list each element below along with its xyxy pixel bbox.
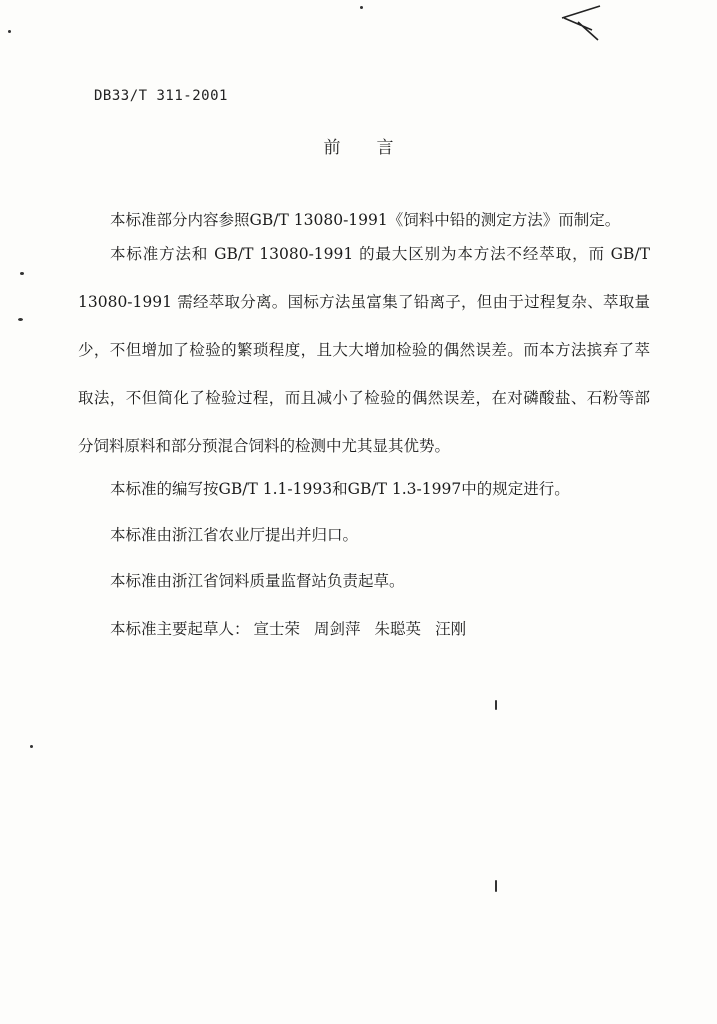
standard-code: DB33/T 311-2001 <box>94 88 228 104</box>
paragraph-drafting-unit: 本标准由浙江省饲料质量监督站负责起草。 <box>110 572 405 590</box>
scan-speck <box>18 318 23 321</box>
paragraph-drafting-rules: 本标准的编写按GB/T 1.1-1993和GB/T 1.3-1997中的规定进行。 <box>110 480 570 498</box>
scan-speck <box>495 700 497 710</box>
paragraph-reference: 本标准部分内容参照GB/T 13080-1991《饲料中铅的测定方法》而制定。 <box>110 211 621 229</box>
drafter-name: 汪刚 <box>435 620 467 638</box>
scan-speck <box>30 745 33 748</box>
scan-speck <box>495 880 497 892</box>
pen-mark-scribble <box>540 0 620 50</box>
drafter-name: 周剑萍 <box>314 620 361 638</box>
scan-speck <box>20 272 24 275</box>
drafter-name: 朱聪英 <box>374 620 422 638</box>
page-title: 前言 <box>323 138 430 158</box>
drafters-line <box>78 605 650 653</box>
drafters-label: 本标准主要起草人： <box>110 620 250 638</box>
paragraph-differences: 本标准方法和 GB/T 13080-1991 的最大区别为本方法不经萃取，而 GB/T 13080-1991 需经萃取分离。国标方法虽富集了铅离子，但由于过程复杂、萃取量少，不但增加了检验的繁琐程度，且大大增加检验的偶然误差。而本方法摈弃了萃取法，不但简化了检验过程，而且减小了检验的偶然误差，在对磷酸盐、石粉等部分饲料原料和部分预混合饲料的检测中尤其显其优势。 <box>78 245 650 455</box>
scan-speck <box>8 30 11 33</box>
scan-speck <box>360 6 363 9</box>
drafter-name: 宣士荣 <box>253 620 301 638</box>
paragraph-proposer: 本标准由浙江省农业厅提出并归口。 <box>110 526 359 544</box>
